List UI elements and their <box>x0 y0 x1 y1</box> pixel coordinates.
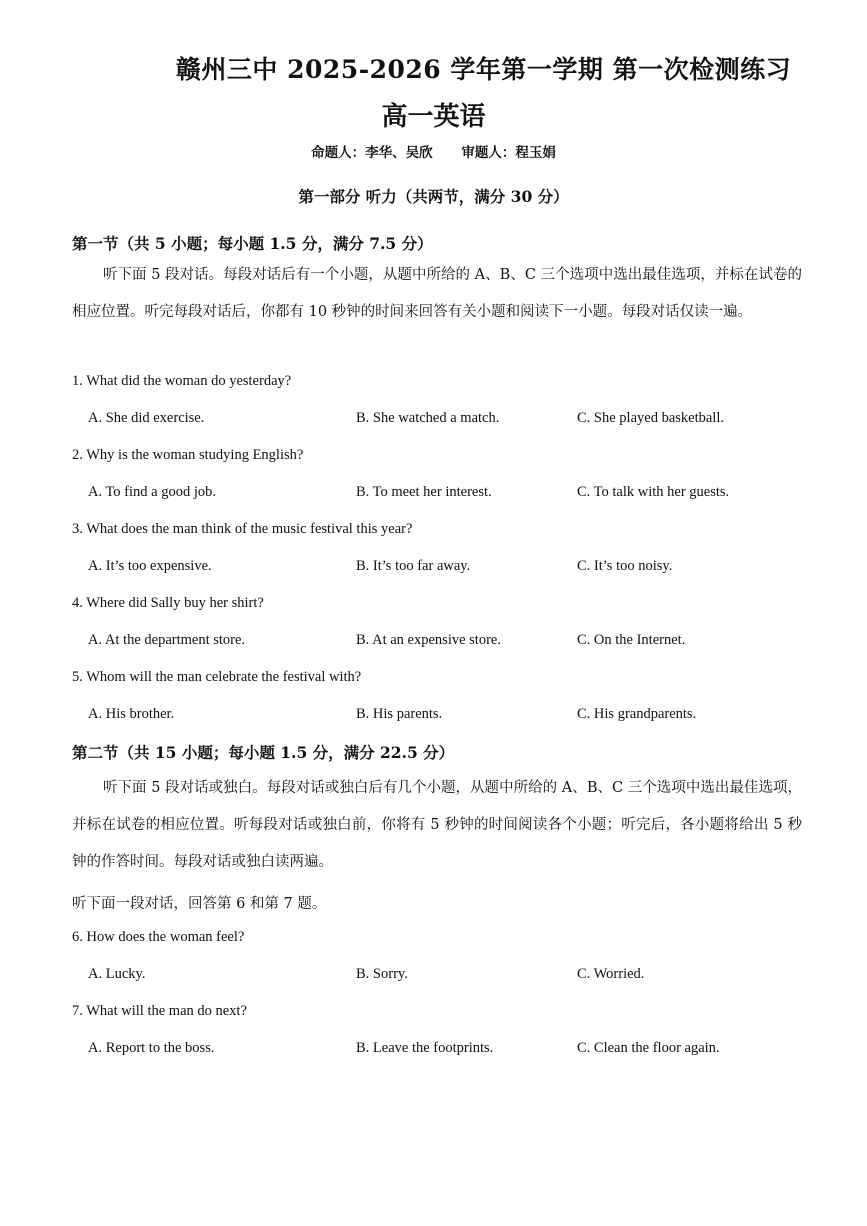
q3-option-a: A. It’s too expensive. <box>88 558 212 574</box>
q1-option-b: B. She watched a match. <box>356 410 500 426</box>
q6-option-b: B. Sorry. <box>356 966 408 982</box>
q6-option-c: C. Worried. <box>577 966 645 982</box>
question-5: 5. Whom will the man celebrate the festival with? <box>72 669 362 685</box>
setters-label: 命题人：李华、吴欣 <box>311 145 433 161</box>
question-7: 7. What will the man do next? <box>72 1003 247 1019</box>
q5-option-c: C. His grandparents. <box>577 706 697 722</box>
q1-option-a: A. She did exercise. <box>88 410 205 426</box>
q6-option-a: A. Lucky. <box>88 966 146 982</box>
q1-option-c: C. She played basketball. <box>577 410 724 426</box>
part1-heading: 第一部分 听力（共两节，满分 30 分） <box>298 187 569 206</box>
q7-option-c: C. Clean the floor again. <box>577 1040 720 1056</box>
section2-instructions: 听下面 5 段对话或独白。每段对话或独白后有几个小题，从题中所给的 A、B、C 三个选项中选出最佳选项，并标在试卷的相应位置。听每段对话或独白前，你将有 5 秒钟的时间阅读各个小题；听完后，各小题将给出 5 秒钟的作答时间。每段对话或独白读两遍。 <box>72 780 802 870</box>
q3-option-c: C. It’s too noisy. <box>577 558 673 574</box>
q5-option-b: B. His parents. <box>356 706 443 722</box>
question-2: 2. Why is the woman studying English? <box>72 447 304 463</box>
q3-option-b: B. It’s too far away. <box>356 558 471 574</box>
q7-option-a: A. Report to the boss. <box>88 1040 215 1056</box>
exam-subject: 高一英语 <box>381 102 486 132</box>
q2-option-c: C. To talk with her guests. <box>577 484 730 500</box>
q4-option-b: B. At an expensive store. <box>356 632 501 648</box>
q4-option-c: C. On the Internet. <box>577 632 686 648</box>
exam-authors <box>0 141 867 161</box>
question-3: 3. What does the man think of the music festival this year? <box>72 521 413 537</box>
q7-option-b: B. Leave the footprints. <box>356 1040 494 1056</box>
question-6: 6. How does the woman feel? <box>72 929 245 945</box>
section2-lead: 听下面一段对话，回答第 6 和第 7 题。 <box>72 896 327 912</box>
section1-instructions: 听下面 5 段对话。每段对话后有一个小题，从题中所给的 A、B、C 三个选项中选出最佳选项，并标在试卷的相应位置。听完每段对话后，你都有 10 秒钟的时间来回答有关小题和阅读下一小题。每段对话仅读一遍。 <box>72 267 802 320</box>
q4-option-a: A. At the department store. <box>88 632 246 648</box>
question-1: 1. What did the woman do yesterday? <box>72 373 292 389</box>
q5-option-a: A. His brother. <box>88 706 175 722</box>
section1-heading: 第一节（共 5 小题；每小题 1.5 分，满分 7.5 分） <box>72 234 433 253</box>
section2-heading: 第二节（共 15 小题；每小题 1.5 分，满分 22.5 分） <box>72 743 455 762</box>
exam-title: 赣州三中 2025-2026 学年第一学期 第一次检测练习 <box>175 55 792 84</box>
q2-option-a: A. To find a good job. <box>88 484 217 500</box>
question-4: 4. Where did Sally buy her shirt? <box>72 595 264 611</box>
reviewer-label: 审题人：程玉娟 <box>461 145 556 161</box>
q2-option-b: B. To meet her interest. <box>356 484 492 500</box>
